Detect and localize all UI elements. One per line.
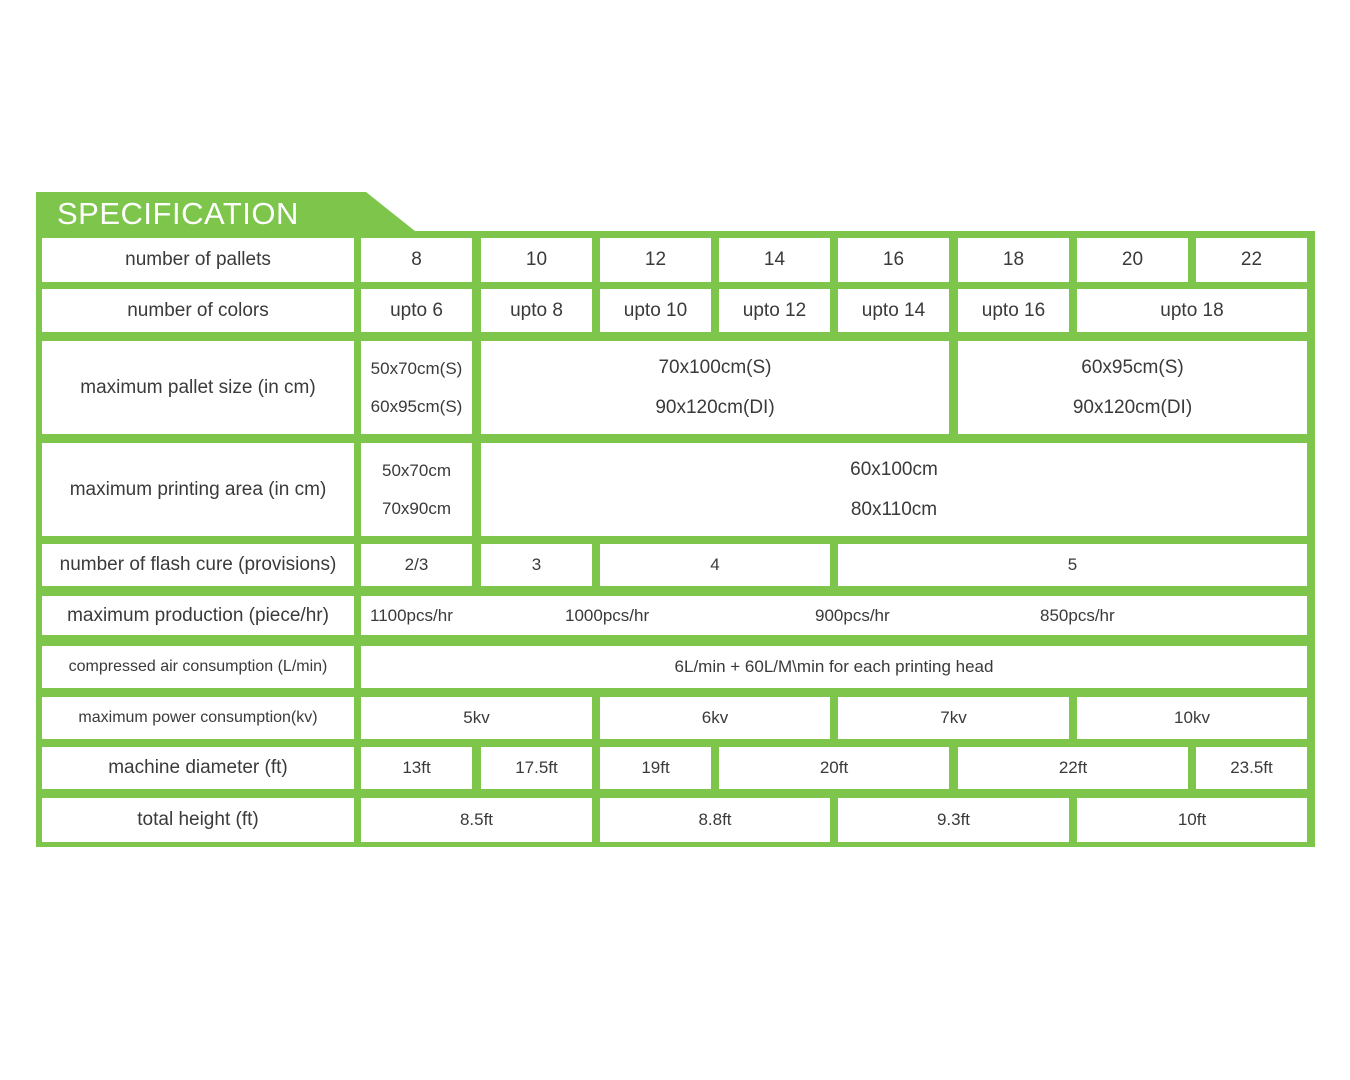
- row-label-pallets: number of pallets: [42, 238, 354, 282]
- pallets-value-cell: 20: [1077, 238, 1188, 282]
- colors-value-cell: upto 6: [361, 289, 472, 332]
- pallets-value-cell: 10: [481, 238, 592, 282]
- colors-value-cell: upto 16: [958, 289, 1069, 332]
- printing-area-cell: [481, 443, 1307, 536]
- height-value-cell: 8.5ft: [361, 798, 592, 842]
- printing-area-line: 60x100cm: [850, 458, 938, 480]
- pallets-value-cell: 8: [361, 238, 472, 282]
- row-label-colors: number of colors: [42, 289, 354, 332]
- diameter-value-cell: 13ft: [361, 747, 472, 789]
- height-value-cell: 8.8ft: [600, 798, 830, 842]
- diameter-value-cell: 22ft: [958, 747, 1188, 789]
- production-value: 1000pcs/hr: [565, 606, 650, 625]
- row-label-flash-cure: number of flash cure (provisions): [42, 544, 354, 586]
- diameter-value-cell: 23.5ft: [1196, 747, 1307, 789]
- pallet-size-line: 60x95cm(S): [370, 396, 463, 416]
- pallet-size-cell: [361, 341, 472, 434]
- printing-area-line: 50x70cm: [382, 460, 451, 480]
- power-value-cell: 6kv: [600, 697, 830, 739]
- pallets-value-cell: 14: [719, 238, 830, 282]
- production-cell: [361, 596, 1307, 635]
- printing-area-line: 70x90cm: [382, 498, 451, 518]
- pallets-value-cell: 12: [600, 238, 711, 282]
- flash-cure-cell: 2/3: [361, 544, 472, 586]
- pallet-size-line: 70x100cm(S): [658, 356, 772, 378]
- flash-cure-cell: 3: [481, 544, 592, 586]
- colors-value-cell: upto 10: [600, 289, 711, 332]
- pallets-value-cell: 18: [958, 238, 1069, 282]
- colors-value-cell: upto 18: [1077, 289, 1307, 332]
- diameter-value-cell: 20ft: [719, 747, 949, 789]
- pallet-size-cell: [958, 341, 1307, 434]
- flash-cure-cell: 5: [838, 544, 1307, 586]
- pallet-size-cell: [481, 341, 949, 434]
- flash-cure-cell: 4: [600, 544, 830, 586]
- production-value: 1100pcs/hr: [370, 606, 453, 625]
- air-value-cell: 6L/min + 60L/M\min for each printing head: [361, 646, 1307, 688]
- printing-area-line: 80x110cm: [850, 498, 938, 520]
- row-label-air: compressed air consumption (L/min): [42, 646, 354, 688]
- pallets-value-cell: 22: [1196, 238, 1307, 282]
- colors-value-cell: upto 14: [838, 289, 949, 332]
- colors-value-cell: upto 8: [481, 289, 592, 332]
- production-value: 900pcs/hr: [815, 606, 890, 625]
- height-value-cell: 9.3ft: [838, 798, 1069, 842]
- row-label-height: total height (ft): [42, 798, 354, 842]
- row-label-pallet-size: maximum pallet size (in cm): [42, 341, 354, 434]
- pallet-size-line: 50x70cm(S): [370, 358, 463, 378]
- pallet-size-line: 90x120cm(DI): [1072, 396, 1193, 418]
- power-value-cell: 7kv: [838, 697, 1069, 739]
- printing-area-cell: [361, 443, 472, 536]
- power-value-cell: 10kv: [1077, 697, 1307, 739]
- diameter-value-cell: 17.5ft: [481, 747, 592, 789]
- diameter-value-cell: 19ft: [600, 747, 711, 789]
- row-label-power: maximum power consumption(kv): [42, 697, 354, 739]
- row-label-production: maximum production (piece/hr): [42, 596, 354, 635]
- row-label-printing-area: maximum printing area (in cm): [42, 443, 354, 536]
- row-label-diameter: machine diameter (ft): [42, 747, 354, 789]
- height-value-cell: 10ft: [1077, 798, 1307, 842]
- pallets-value-cell: 16: [838, 238, 949, 282]
- page-title: SPECIFICATION: [57, 196, 299, 231]
- colors-value-cell: upto 12: [719, 289, 830, 332]
- production-value: 850pcs/hr: [1040, 606, 1115, 625]
- pallet-size-line: 90x120cm(DI): [655, 396, 775, 418]
- pallet-size-line: 60x95cm(S): [1081, 356, 1184, 378]
- power-value-cell: 5kv: [361, 697, 592, 739]
